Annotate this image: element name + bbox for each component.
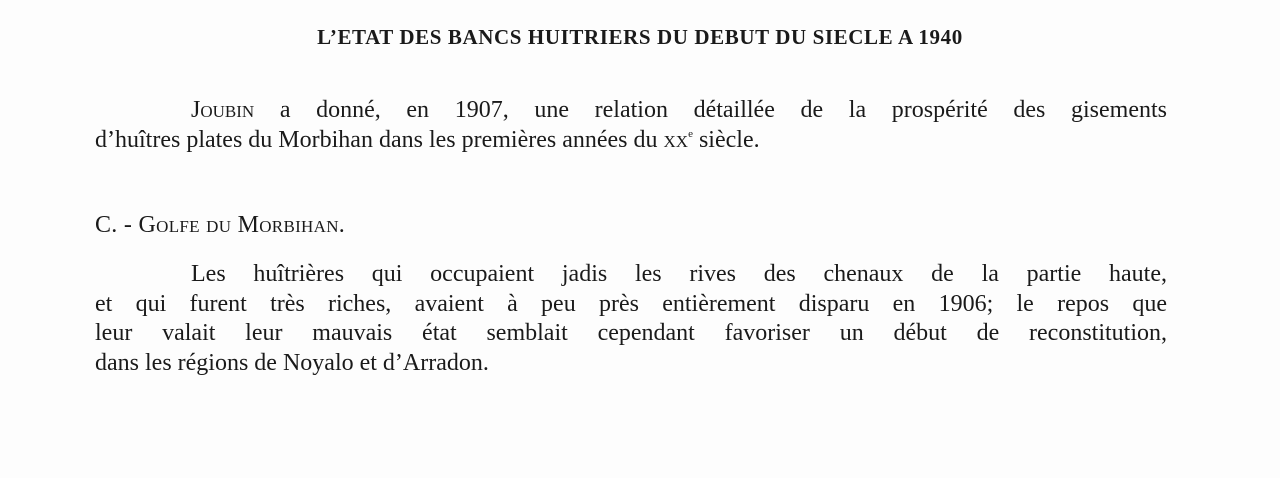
paragraph-line (95, 126, 1167, 156)
page-heading: L’ETAT DES BANCS HUITRIERS DU DEBUT DU SIECLE A 1940 (317, 25, 963, 49)
paragraph-joubin (95, 96, 1167, 155)
paragraph-line (95, 96, 1167, 126)
author-name: Joubin (191, 97, 255, 123)
paragraph-line: et qui furent très riches, avaient à peu près entièrement disparu en 1906; le repos que (95, 290, 1167, 317)
section-title (95, 210, 345, 240)
paragraph-line: dans les régions de Noyalo et d’Arradon. (95, 349, 489, 376)
line-text: a donné, en 1907, une relation détaillée de la prospérité des gisements (254, 97, 1167, 123)
section-prefix: C. - (95, 212, 139, 238)
paragraph-line: Les huîtrières qui occupaient jadis les rives des chenaux de la partie haute, (191, 261, 1167, 287)
paragraph-line: leur valait leur mauvais état semblait cependant favoriser un début de reconstitution, (95, 320, 1167, 346)
section-name: Golfe du Morbihan. (138, 212, 346, 238)
century-numeral: xx (663, 126, 689, 153)
line-text: d’huîtres plates du Morbihan dans les premières années du (95, 126, 664, 153)
paragraph-huitrieres (95, 260, 1167, 378)
line-text: siècle. (692, 126, 760, 153)
century-superscript: e (688, 127, 693, 140)
